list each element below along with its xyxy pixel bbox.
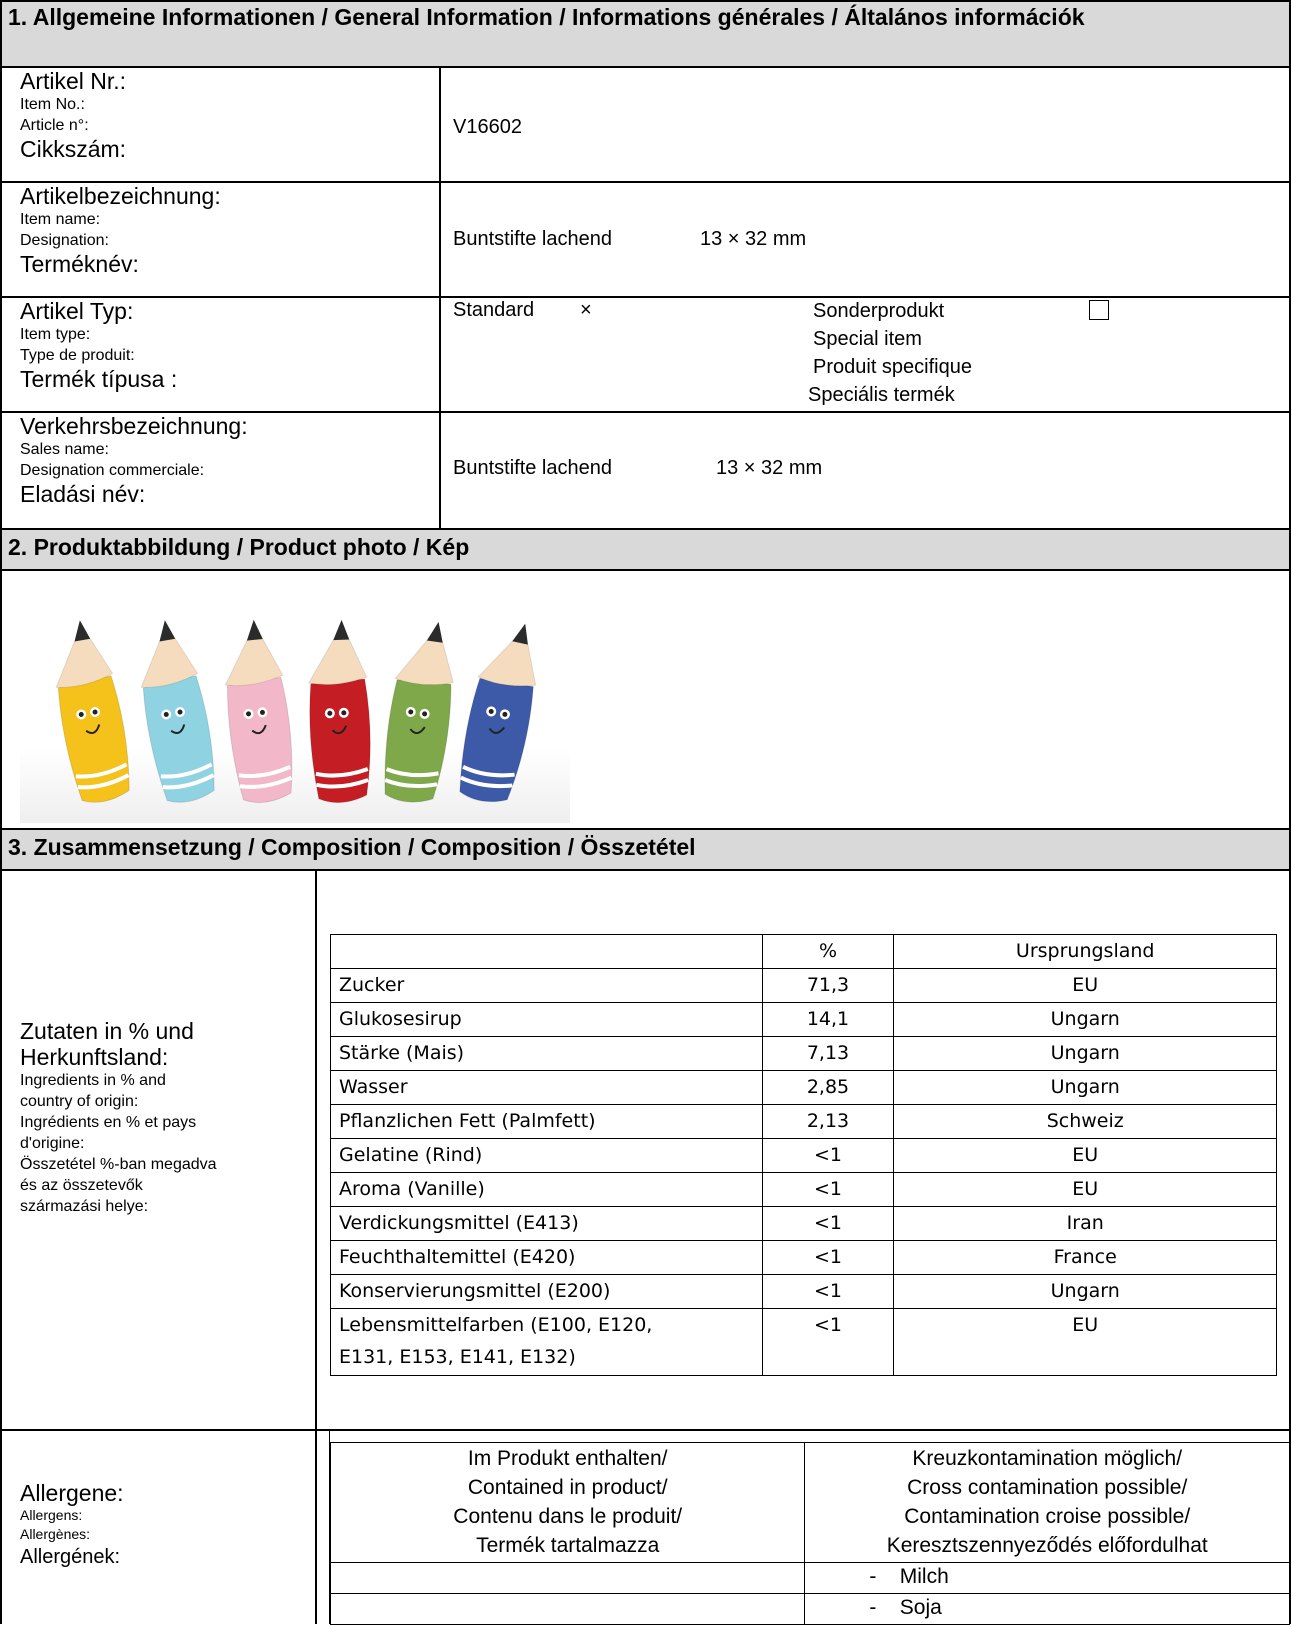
label-fr: Designation: [20, 232, 109, 249]
label-de-2: Herkunftsland: [20, 1044, 169, 1070]
ingredient-name: Pflanzlichen Fett (Palmfett) [331, 1105, 763, 1139]
rule [315, 869, 317, 1624]
special-label-en: Special item [813, 328, 922, 350]
standard-checked-mark[interactable]: × [580, 299, 592, 321]
ingredient-name: Konservierungsmittel (E200) [331, 1275, 763, 1309]
label-en: Item name: [20, 211, 101, 228]
article-no-value: V16602 [453, 116, 522, 138]
label-hu-3: származási helye: [20, 1198, 149, 1215]
label-en: Sales name: [20, 441, 109, 458]
ingredient-pct: 2,85 [762, 1071, 894, 1105]
ingredient-pct: 2,13 [762, 1105, 894, 1139]
ingredient-pct: <1 [762, 1275, 894, 1309]
label-hu: Termék típusa : [20, 366, 178, 392]
table-row [331, 969, 1277, 1003]
section-2-header [0, 530, 1291, 570]
table-row [331, 1207, 1277, 1241]
border-left [0, 0, 2, 1624]
header-contained-hu: Termék tartalmazza [476, 1534, 660, 1557]
ingredient-origin: France [894, 1241, 1277, 1275]
table-row [331, 1003, 1277, 1037]
section-3-title: 3. Zusammensetzung / Composition / Composition / Összetétel [8, 834, 696, 860]
ingredients-table [330, 934, 1277, 1376]
table-row [331, 1173, 1277, 1207]
ingredient-pct: 7,13 [762, 1037, 894, 1071]
rule [0, 66, 1291, 68]
product-photo-svg [20, 598, 570, 823]
ingredient-origin: Iran [894, 1207, 1277, 1241]
label-fr-2: d'origine: [20, 1135, 85, 1152]
header-cross [805, 1443, 1290, 1563]
label-fr: Type de produit: [20, 347, 135, 364]
table-header-row [331, 935, 1277, 969]
ingredient-origin: Ungarn [894, 1003, 1277, 1037]
ingredient-name-line1: Lebensmittelfarben (E100, E120, [339, 1314, 653, 1336]
allergen-header-row [331, 1443, 1290, 1563]
allergen-contained-cell [331, 1594, 805, 1625]
allergen-name: Milch [899, 1565, 949, 1588]
ingredient-name: Verdickungsmittel (E413) [331, 1207, 763, 1241]
ingredient-origin: EU [894, 1173, 1277, 1207]
label-en-1: Ingredients in % and [20, 1072, 166, 1089]
label-hu-2: és az összetevők [20, 1177, 143, 1194]
label-hu: Terméknév: [20, 251, 139, 277]
rule [0, 869, 1291, 871]
special-label-hu: Speciális termék [808, 384, 955, 406]
header-contained [331, 1443, 805, 1563]
ingredient-origin: Schweiz [894, 1105, 1277, 1139]
product-photo [20, 598, 570, 823]
ingredient-pct: 14,1 [762, 1003, 894, 1037]
header-cross-en: Cross contamination possible/ [907, 1476, 1188, 1499]
label-de: Artikel Typ: [20, 298, 134, 324]
label-de: Artikel Nr.: [20, 68, 127, 94]
ingredient-pct: <1 [762, 1207, 894, 1241]
label-hu: Cikkszám: [20, 136, 127, 162]
header-contained-fr: Contenu dans le produit/ [453, 1505, 683, 1528]
ingredient-name: Zucker [331, 969, 763, 1003]
label-de: Allergene: [20, 1480, 124, 1506]
rule [329, 1431, 330, 1624]
row-article-type-label [20, 298, 420, 392]
ingredient-pct: <1 [762, 1139, 894, 1173]
table-row [331, 1105, 1277, 1139]
table-row [331, 1037, 1277, 1071]
rule [439, 66, 441, 530]
row-article-no-label [20, 68, 420, 162]
table-row [331, 1309, 1277, 1376]
allergen-row [331, 1594, 1290, 1625]
header-contained-de: Im Produkt enthalten/ [467, 1447, 668, 1470]
table-row [331, 1241, 1277, 1275]
label-de: Verkehrsbezeichnung: [20, 413, 248, 439]
header-contained-en: Contained in product/ [467, 1476, 668, 1499]
special-label-fr: Produit specifique [813, 356, 972, 378]
rule [0, 296, 1291, 298]
allergen-cross-cell [805, 1563, 1290, 1594]
rule [0, 828, 1291, 830]
ingredient-name: Glukosesirup [331, 1003, 763, 1037]
header-name [331, 935, 763, 969]
border-top [0, 0, 1291, 2]
ingredient-name: Aroma (Vanille) [331, 1173, 763, 1207]
ingredient-name: Wasser [331, 1071, 763, 1105]
allergen-cross-cell [805, 1594, 1290, 1625]
ingredient-name: Stärke (Mais) [331, 1037, 763, 1071]
standard-label: Standard [453, 299, 535, 321]
special-label-de: Sonderprodukt [813, 300, 945, 322]
pencil-candy [306, 619, 372, 804]
header-cross-fr: Contamination croise possible/ [904, 1505, 1191, 1528]
allergens-label [20, 1480, 310, 1570]
table-row [331, 1275, 1277, 1309]
label-de-1: Zutaten in % und [20, 1018, 194, 1044]
label-hu-1: Összetétel %-ban megadva [20, 1156, 217, 1173]
label-en: Allergens: [20, 1507, 83, 1523]
section-1-title: 1. Allgemeine Informationen / General Information / Informations générales / Általános információk [8, 4, 1085, 30]
ingredient-origin: EU [894, 1139, 1277, 1173]
label-fr-1: Ingrédients en % et pays [20, 1114, 197, 1131]
section-2-title: 2. Produktabbildung / Product photo / Kép [8, 534, 470, 560]
allergens-table [330, 1442, 1290, 1625]
label-en: Item type: [20, 326, 91, 343]
section-1-header [0, 0, 1291, 66]
row-article-name-label [20, 183, 420, 277]
header-cross-de: Kreuzkontamination möglich/ [912, 1447, 1183, 1470]
row-sales-name-label [20, 413, 420, 507]
ingredient-origin: Ungarn [894, 1275, 1277, 1309]
label-fr: Article n°: [20, 117, 89, 134]
bullet-dash: - [869, 1565, 877, 1588]
ingredient-origin: EU [894, 969, 1277, 1003]
ingredient-pct: <1 [762, 1309, 894, 1376]
label-fr: Allergènes: [20, 1526, 91, 1542]
special-checkbox[interactable] [1089, 300, 1109, 320]
rule [0, 181, 1291, 183]
article-name-size: 13 × 32 mm [700, 228, 807, 250]
header-cross-hu: Keresztszennyeződés előfordulhat [886, 1534, 1208, 1557]
label-hu: Eladási név: [20, 481, 146, 507]
rule [0, 528, 1291, 530]
label-fr: Designation commerciale: [20, 462, 205, 479]
label-en-2: country of origin: [20, 1093, 139, 1110]
table-row [331, 1139, 1277, 1173]
ingredient-pct: <1 [762, 1241, 894, 1275]
ingredient-name: Feuchthaltemittel (E420) [331, 1241, 763, 1275]
header-pct: % [762, 935, 894, 969]
header-origin: Ursprungsland [894, 935, 1277, 969]
sales-name-value: Buntstifte lachend [453, 457, 612, 479]
label-en: Item No.: [20, 96, 85, 113]
bullet-dash: - [869, 1596, 877, 1619]
ingredient-name [331, 1309, 763, 1376]
section-3-header [0, 830, 1291, 870]
label-hu: Allergének: [20, 1546, 121, 1568]
ingredient-pct: <1 [762, 1173, 894, 1207]
allergen-row [331, 1563, 1290, 1594]
sales-name-size: 13 × 32 mm [716, 457, 823, 479]
rule [0, 411, 1291, 413]
ingredient-origin: EU [894, 1309, 1277, 1376]
ingredient-name-line2: E131, E153, E141, E132) [339, 1346, 576, 1368]
rule [0, 1429, 1291, 1431]
ingredient-name: Gelatine (Rind) [331, 1139, 763, 1173]
allergen-contained-cell [331, 1563, 805, 1594]
label-de: Artikelbezeichnung: [20, 183, 221, 209]
table-row [331, 1071, 1277, 1105]
ingredient-origin: Ungarn [894, 1071, 1277, 1105]
ingredients-label [20, 1018, 310, 1217]
article-name-value: Buntstifte lachend [453, 228, 612, 250]
ingredient-origin: Ungarn [894, 1037, 1277, 1071]
allergen-name: Soja [899, 1596, 942, 1619]
rule [0, 569, 1291, 571]
ingredient-pct: 71,3 [762, 969, 894, 1003]
